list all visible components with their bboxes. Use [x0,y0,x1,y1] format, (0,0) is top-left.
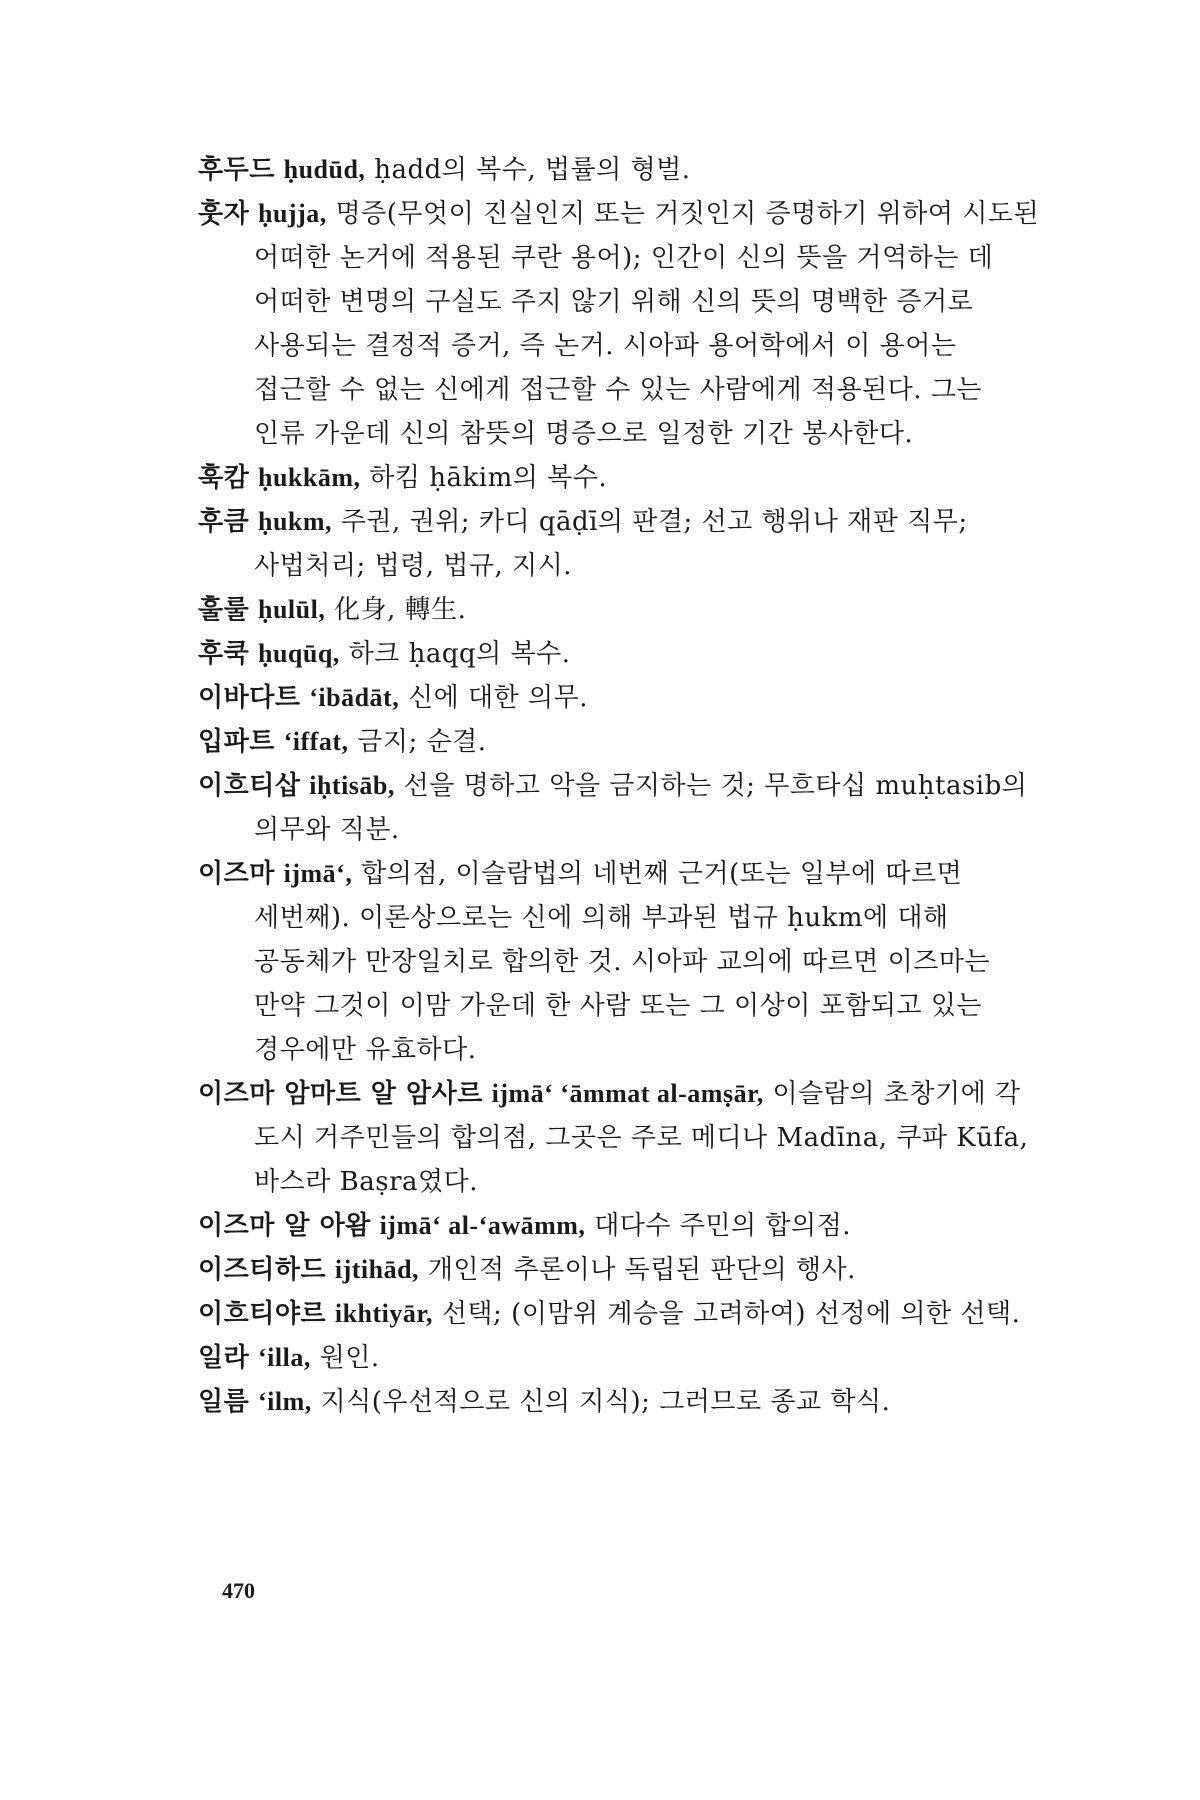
entry-definition: 주권, 권위; 카디 qāḍī의 판결; 선고 행위나 재판 직무; 사법처리; 법령, 법규, 지시. [254,507,968,581]
glossary-entry-hujja [198,192,1040,456]
entry-definition: 명증(무엇이 진실인지 또는 거짓인지 증명하기 위하여 시도된 어떠한 논거에 적용된 쿠란 용어); 인간이 신의 뜻을 거역하는 데 어떠한 변명의 구실도 주지 않기 위해 신의 뜻의 명백한 증거로 사용되는 결정적 증거, 즉 논거. 시아파 용어학에서 이 용어는 접근할 수 없는 신에게 접근할 수 있는 사람에게 적용된다. 그는 인류 가운데 신의 참뜻의 명증으로 일정한 기간 봉사한다. [254,199,1040,449]
page-number: 470 [222,1578,255,1603]
entry-headword-transliteration: ijtihād, [334,1255,420,1284]
glossary-entry-iffat [198,720,1040,764]
entry-definition: 지식(우선적으로 신의 지식); 그러므로 종교 학식. [320,1387,891,1417]
entry-headword-transliteration: ijmā‘ ‘āmmat al-amṣār, [491,1079,764,1108]
glossary-entry-ibadat [198,676,1040,720]
entry-definition: 합의점, 이슬람법의 네번째 근거(또는 일부에 따르면 세번째). 이론상으로는 신에 의해 부과된 법규 ḥukm에 대해 공동체가 만장일치로 합의한 것. 시아파 교의에 따르면 이즈마는 만약 그것이 이맘 가운데 한 사람 또는 그 이상이 포함되고 있는 경우에만 유효하다. [254,859,991,1065]
entry-headword-korean: 후큼 [198,507,250,537]
entry-headword-transliteration: ḥudūd, [283,155,366,184]
entry-definition: 하크 ḥaqq의 복수. [348,639,571,669]
glossary-entry-huquq [198,632,1040,676]
entry-headword-korean: 후두드 [198,155,275,185]
entry-headword-korean: 훌룰 [198,595,250,625]
entry-headword-transliteration: ijmā‘, [283,859,353,888]
entry-headword-korean: 이흐티야르 [198,1299,327,1329]
glossary-entry-hukkam [198,456,1040,500]
entry-headword-transliteration: ḥujja, [258,199,327,228]
entry-headword-transliteration: ikhtiyār, [334,1299,434,1328]
entry-headword-korean: 이즈티하드 [198,1255,327,1285]
entry-headword-korean: 일름 [198,1387,250,1417]
glossary-entry-hukm [198,500,1040,588]
entry-headword-transliteration: ‘ibādāt, [309,683,400,712]
entry-headword-transliteration: ‘illa, [258,1343,311,1372]
entry-definition: 금지; 순결. [357,727,487,757]
glossary-entry-ijtihad [198,1248,1040,1292]
entry-headword-transliteration: ‘iffat, [283,727,349,756]
entry-definition: 이슬람의 초창기에 각 도시 거주민들의 합의점, 그곳은 주로 메디나 Madīna, 쿠파 Kūfa, 바스라 Baṣra였다. [254,1079,1029,1197]
entry-definition: 신에 대한 의무. [407,683,588,713]
glossary-entry-ikhtiyar [198,1292,1040,1336]
glossary-entries [198,148,1040,1424]
entry-headword-transliteration: ḥuqūq, [258,639,340,668]
glossary-entry-ijma [198,852,1040,1072]
entry-headword-korean: 훗자 [198,199,250,229]
entry-definition: 대다수 주민의 합의점. [594,1211,852,1241]
entry-headword-transliteration: iḥtisāb, [309,771,395,800]
entry-definition: 하킴 ḥākim의 복수. [369,463,608,493]
entry-headword-korean: 이즈마 알 아왐 [198,1211,371,1241]
entry-definition: 선택; (이맘위 계승을 고려하여) 선정에 의한 선택. [441,1299,1021,1329]
entry-headword-transliteration: ḥulūl, [258,595,326,624]
entry-definition: ḥadd의 복수, 법률의 형벌. [374,155,691,185]
glossary-entry-ilm [198,1380,1040,1424]
entry-headword-korean: 일라 [198,1343,250,1373]
entry-headword-korean: 이즈마 암마트 알 암사르 [198,1079,483,1109]
glossary-entry-ijma-al-awamm [198,1204,1040,1248]
entry-headword-transliteration: ‘ilm, [258,1387,312,1416]
entry-definition: 개인적 추론이나 독립된 판단의 행사. [427,1255,856,1285]
entry-definition: 원인. [319,1343,380,1373]
entry-headword-transliteration: ḥukm, [258,507,333,536]
glossary-entry-ihtisab [198,764,1040,852]
entry-headword-korean: 입파트 [198,727,275,757]
entry-headword-korean: 이바다트 [198,683,301,713]
entry-definition: 선을 명하고 악을 금지하는 것; 무흐타십 muḥtasib의 의무와 직분. [254,771,1028,845]
entry-headword-korean: 후쿡 [198,639,250,669]
entry-headword-transliteration: ijmā‘ al-‘awāmm, [379,1211,586,1240]
glossary-entry-hudud [198,148,1040,192]
entry-headword-korean: 이즈마 [198,859,275,889]
glossary-entry-illa [198,1336,1040,1380]
glossary-entry-hulul [198,588,1040,632]
entry-headword-korean: 이흐티삽 [198,771,301,801]
entry-headword-korean: 훅캄 [198,463,250,493]
glossary-entry-ijma-ammat-al-amsar [198,1072,1040,1204]
entry-definition: 化身, 轉生. [334,595,467,625]
entry-headword-transliteration: ḥukkām, [258,463,361,492]
